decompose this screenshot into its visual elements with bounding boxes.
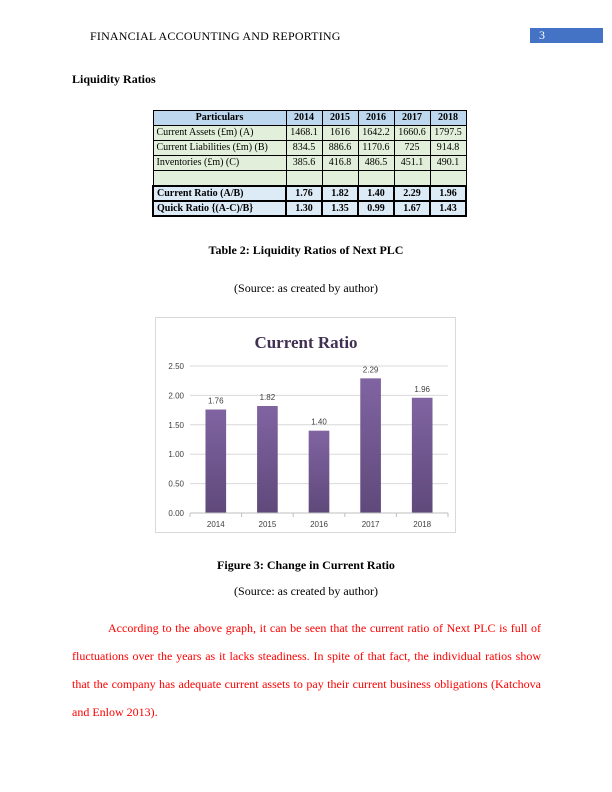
y-tick-label: 2.50 <box>168 362 184 371</box>
bar-2015 <box>257 406 278 513</box>
table-row <box>153 141 466 156</box>
table-cell: 1.82 <box>322 186 358 201</box>
chart-title: Current Ratio <box>254 333 358 352</box>
y-tick-label: 1.00 <box>168 450 184 460</box>
page-number: 3 <box>530 28 603 43</box>
current-ratio-chart <box>155 317 456 533</box>
table-row <box>153 186 466 201</box>
x-tick-label: 2016 <box>310 520 328 529</box>
table-header-cell: 2014 <box>286 111 322 126</box>
table-header-cell: Particulars <box>153 111 286 126</box>
table-cell: 1170.6 <box>358 141 394 156</box>
data-label: 1.82 <box>259 392 276 402</box>
table-cell: 2.29 <box>394 186 430 201</box>
section-heading: Liquidity Ratios <box>72 72 156 86</box>
x-tick-label: 2017 <box>361 520 380 529</box>
table-row <box>153 126 466 141</box>
table-cell: 1468.1 <box>286 126 322 141</box>
data-label: 1.96 <box>414 384 430 394</box>
table-cell: 834.5 <box>286 141 322 156</box>
table-header-row <box>153 111 466 126</box>
row-label: Inventories (£m) (C) <box>153 156 286 171</box>
table-cell: 490.1 <box>430 156 466 171</box>
y-tick-label: 0.00 <box>168 509 184 518</box>
figure-caption: Figure 3: Change in Current Ratio <box>217 558 395 572</box>
bar-2014 <box>205 410 226 513</box>
row-label: Current Assets (£m) (A) <box>153 126 286 141</box>
table-cell: 1616 <box>322 126 358 141</box>
x-tick-label: 2014 <box>206 520 225 529</box>
bar-2018 <box>412 398 433 513</box>
paragraph-text: According to the above graph, it can be seen that the current ratio of Next PLC is full of fluctuations over the years as it lacks steadiness. In spite of that fact, the individual ratios show that the company has adequate current assets to pay their current business obligations (Katchova and Enlow 2013). <box>72 621 541 719</box>
table-header-cell: 2017 <box>394 111 430 126</box>
table-cell: 1.96 <box>430 186 466 201</box>
data-label: 1.76 <box>208 396 224 406</box>
bar-2016 <box>309 431 330 513</box>
y-tick-label: 0.50 <box>168 479 184 489</box>
table-cell: 1660.6 <box>394 126 430 141</box>
table-cell: 1.43 <box>430 201 466 216</box>
table-header-cell: 2015 <box>322 111 358 126</box>
data-label: 2.29 <box>362 365 379 375</box>
row-label: Current Liabilities (£m) (B) <box>153 141 286 156</box>
table-row <box>153 156 466 171</box>
table-cell: 451.1 <box>394 156 430 171</box>
table-cell: 1.76 <box>286 186 322 201</box>
table-spacer-row <box>153 171 466 187</box>
x-tick-label: 2015 <box>258 520 277 529</box>
table-cell: 1.67 <box>394 201 430 216</box>
data-label: 1.40 <box>311 417 327 427</box>
y-tick-label: 2.00 <box>168 391 184 401</box>
chart-canvas <box>156 318 455 532</box>
liquidity-ratios-table <box>152 110 467 217</box>
table-caption: Table 2: Liquidity Ratios of Next PLC <box>208 243 404 257</box>
table-cell: 725 <box>394 141 430 156</box>
x-tick-label: 2018 <box>413 520 432 529</box>
table-cell: 1642.2 <box>358 126 394 141</box>
figure-source: (Source: as created by author) <box>234 584 378 598</box>
running-header-title: FINANCIAL ACCOUNTING AND REPORTING <box>90 29 341 43</box>
table-cell: 914.8 <box>430 141 466 156</box>
table-cell: 1.40 <box>358 186 394 201</box>
bar-2017 <box>360 378 381 513</box>
table-cell: 486.5 <box>358 156 394 171</box>
y-tick-label: 1.50 <box>168 420 184 430</box>
table-source: (Source: as created by author) <box>234 281 378 295</box>
table-cell: 1797.5 <box>430 126 466 141</box>
row-label: Current Ratio (A/B) <box>153 186 286 201</box>
table-header-cell: 2018 <box>430 111 466 126</box>
table-row <box>153 201 466 216</box>
table-cell: 886.6 <box>322 141 358 156</box>
row-label: Quick Ratio {(A-C)/B} <box>153 201 286 216</box>
table-cell: 0.99 <box>358 201 394 216</box>
table-cell: 1.30 <box>286 201 322 216</box>
table-cell: 416.8 <box>322 156 358 171</box>
table-cell: 385.6 <box>286 156 322 171</box>
body-paragraph <box>72 614 541 726</box>
table-cell: 1.35 <box>322 201 358 216</box>
table-header-cell: 2016 <box>358 111 394 126</box>
